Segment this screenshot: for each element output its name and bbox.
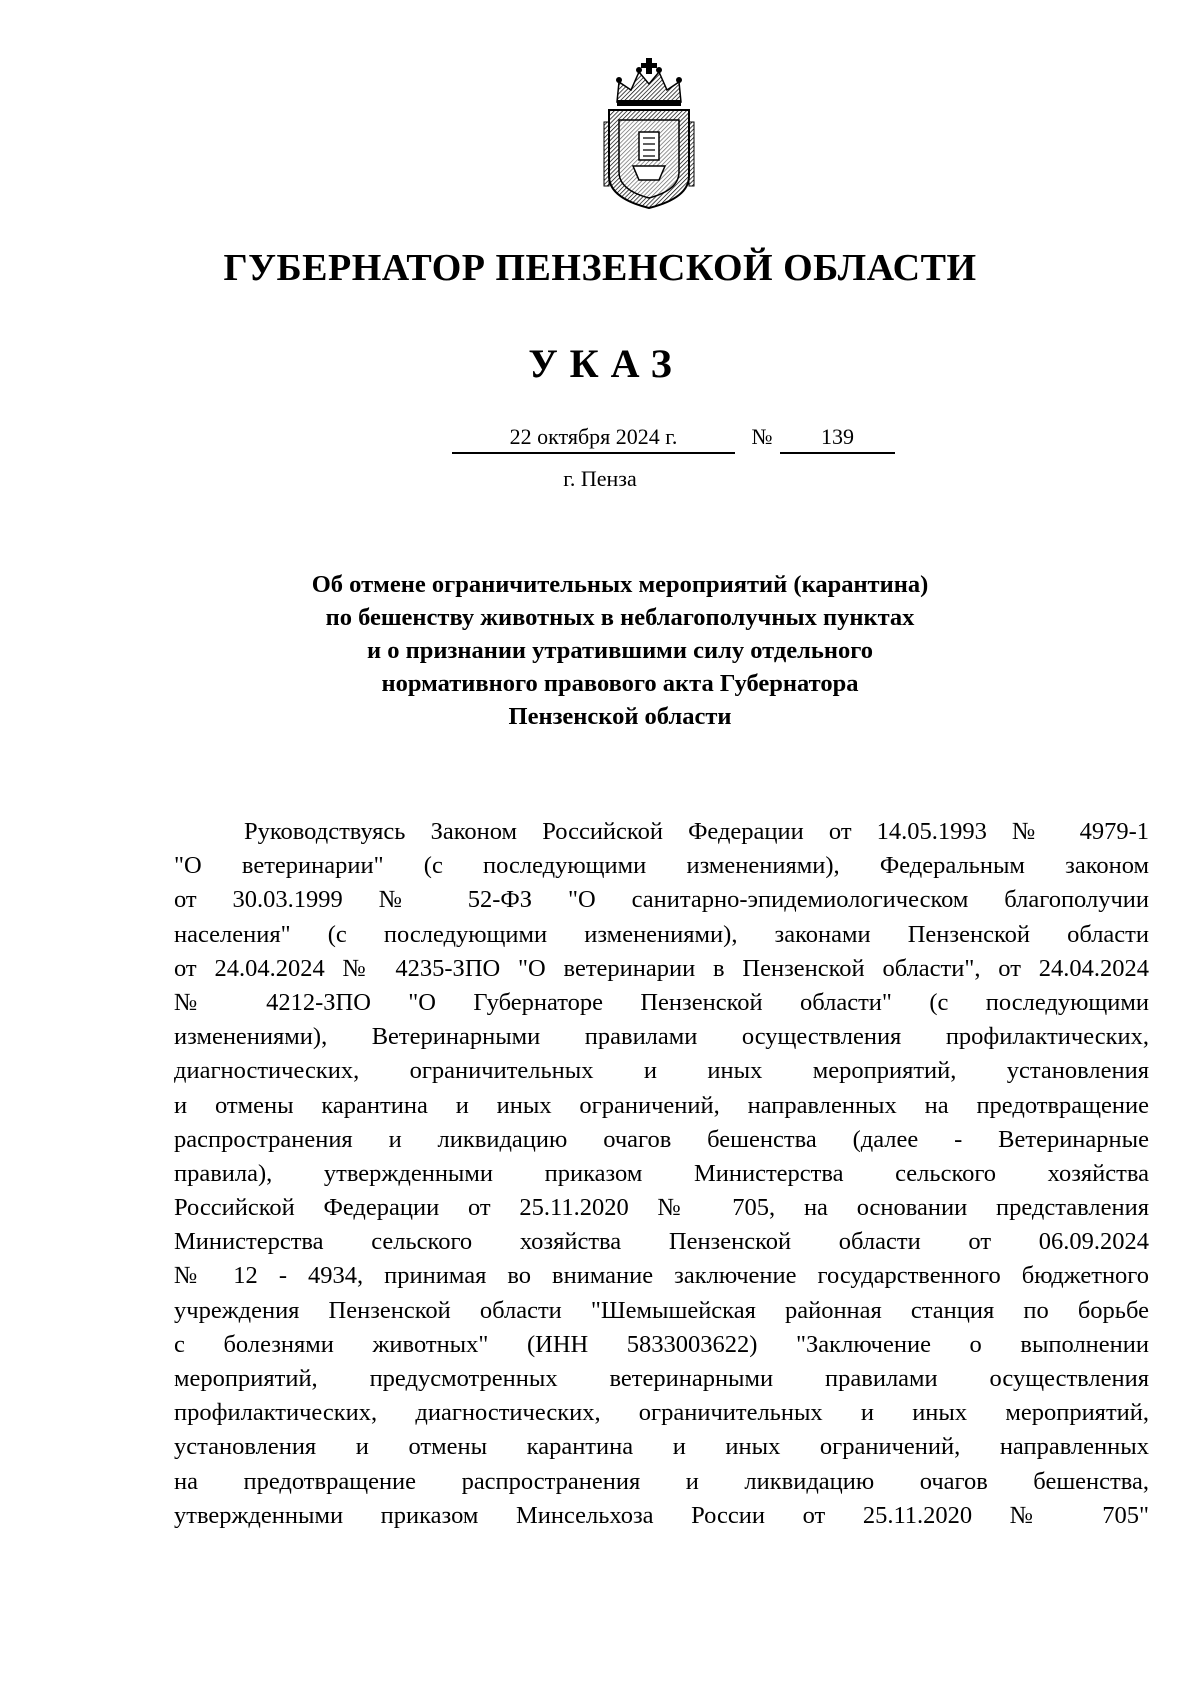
subject-line: и о признании утратившими силу отдельного <box>367 637 873 664</box>
body-line: установления и отмены карантина и иных ограничений, направленных <box>174 1433 1149 1461</box>
coat-of-arms-icon <box>603 58 695 210</box>
subject-line: Об отмене ограничительных мероприятий (карантина) <box>311 571 929 598</box>
body-line: от 24.04.2024 № 4235-ЗПО "О ветеринарии в Пензенской области", от 24.04.2024 <box>174 954 1149 982</box>
body-line: профилактических, диагностических, ограничительных и иных мероприятий, <box>174 1399 1149 1427</box>
body-line: на предотвращение распространения и ликвидацию очагов бешенства, <box>174 1467 1149 1495</box>
body-line: Министерства сельского хозяйства Пензенской области от 06.09.2024 <box>174 1228 1149 1256</box>
body-line: с болезнями животных" (ИНН 5833003622) "Заключение о выполнении <box>174 1330 1149 1358</box>
document-subject <box>240 568 1000 733</box>
body-line: учреждения Пензенской области "Шемышейская районная станция по борьбе <box>174 1296 1149 1324</box>
document-place: г. Пенза <box>563 466 637 491</box>
body-line: изменениями), Ветеринарными правилами осуществления профилактических, <box>174 1023 1149 1051</box>
body-line: № 12 - 4934, принимая во внимание заключение государственного бюджетного <box>174 1262 1149 1290</box>
document-number: 139 <box>780 424 895 454</box>
subject-line: по бешенству животных в неблагополучных пунктах <box>325 604 915 631</box>
date-number-row <box>0 424 1200 458</box>
body-line: Российской Федерации от 25.11.2020 № 705, на основании представления <box>174 1194 1149 1222</box>
body-line: правила), утвержденными приказом Министерства сельского хозяйства <box>174 1159 1149 1187</box>
body-line: "О ветеринарии" (с последующими изменениями), Федеральным законом <box>174 852 1149 880</box>
document-date: 22 октября 2024 г. <box>452 424 735 454</box>
number-sign: № <box>751 424 773 449</box>
body-line: населения" (с последующими изменениями), законами Пензенской области <box>174 920 1149 948</box>
body-line: от 30.03.1999 № 52-ФЗ "О санитарно-эпидемиологическом благополучии <box>174 886 1149 914</box>
subject-line: Пензенской области <box>508 703 732 730</box>
body-line: Руководствуясь Законом Российской Федерации от 14.05.1993 № 4979-1 <box>244 818 1149 845</box>
body-line: и отмены карантина и иных ограничений, направленных на предотвращение <box>174 1091 1149 1119</box>
body-line: распространения и ликвидацию очагов бешенства (далее - Ветеринарные <box>174 1125 1149 1153</box>
document-type: УКАЗ <box>528 341 684 386</box>
body-line: утвержденными приказом Минсельхоза России от 25.11.2020 № 705" <box>174 1501 1149 1529</box>
document-body <box>174 815 1149 1533</box>
body-line: диагностических, ограничительных и иных мероприятий, установления <box>174 1057 1149 1085</box>
issuing-authority: ГУБЕРНАТОР ПЕНЗЕНСКОЙ ОБЛАСТИ <box>223 247 977 289</box>
subject-line: нормативного правового акта Губернатора <box>381 670 859 697</box>
body-line: мероприятий, предусмотренных ветеринарными правилами осуществления <box>174 1365 1149 1392</box>
body-line: № 4212-ЗПО "О Губернаторе Пензенской области" (с последующими <box>174 988 1149 1016</box>
